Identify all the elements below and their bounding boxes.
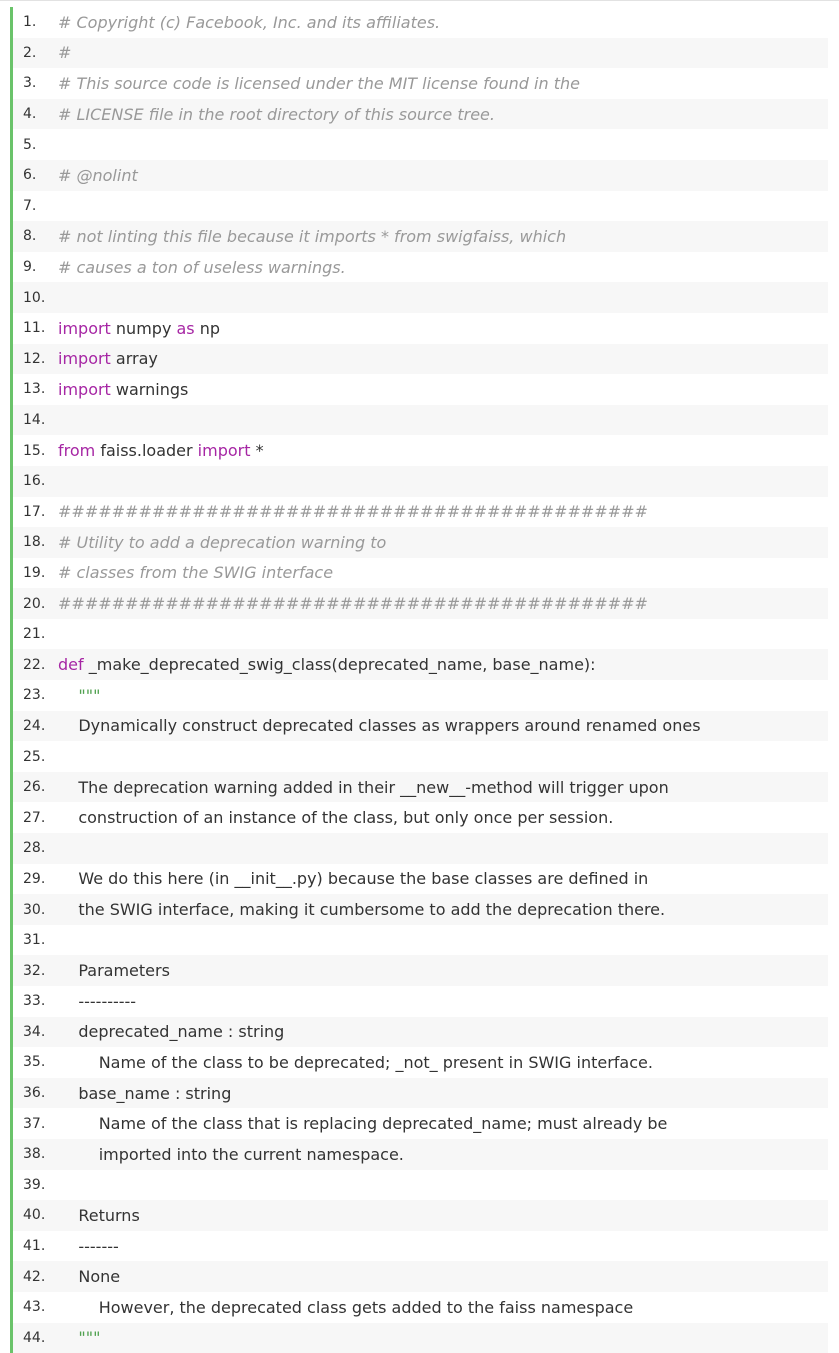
code-line [13,313,828,344]
line-content [58,319,828,338]
code-line [13,649,828,680]
string-token: """ [58,685,101,705]
code-token: Dynamically construct deprecated classes as wrappers around renamed ones [58,716,701,736]
line-content [58,808,828,827]
code-token: The deprecation warning added in their __new__-method will trigger upon [58,777,669,797]
comment-token: ############################################ [58,594,648,614]
line-content [58,1084,828,1103]
code-line [13,405,828,436]
line-content [58,533,828,552]
line-number: 17. [23,503,46,520]
line-number: 33. [23,993,46,1010]
line-content [58,1298,828,1317]
code-line [13,680,828,711]
code-token: We do this here (in __init__.py) because the base classes are defined in [58,869,649,889]
line-number: 40. [23,1207,46,1224]
code-token: Returns [58,1205,140,1225]
comment-token: ############################################ [58,502,648,522]
code-token: deprecated_name : string [58,1022,285,1042]
code-line [13,1108,828,1139]
comment-token: # not linting this file because it imports * from swigfaiss, which [58,226,567,246]
line-content [58,563,828,582]
line-number: 29. [23,870,46,887]
keyword-token: from [58,441,96,461]
line-number: 28. [23,840,46,857]
code-line [13,986,828,1017]
code-line [13,1139,828,1170]
comment-token: # Copyright (c) Facebook, Inc. and its affiliates. [58,12,441,32]
line-content [58,1145,828,1164]
comment-token: # This source code is licensed under the MIT license found in the [58,73,580,93]
line-content [58,1237,828,1256]
code-line [13,1200,828,1231]
keyword-token: import [58,349,111,369]
code-line [13,497,828,528]
code-token: ---------- [58,991,137,1011]
line-number: 11. [23,320,46,337]
line-number: 24. [23,717,46,734]
line-content [58,13,828,32]
code-line [13,619,828,650]
code-token: imported into the current namespace. [58,1144,404,1164]
code-line [13,466,828,497]
code-line [13,802,828,833]
code-token: ------- [58,1236,119,1256]
line-number: 25. [23,748,46,765]
line-content [58,502,828,521]
keyword-token: import [197,441,251,461]
line-number: 2. [23,44,37,61]
line-content [58,778,828,797]
line-number: 27. [23,809,46,826]
comment-token: # Utility to add a deprecation warning to [58,532,387,552]
code-line [13,1078,828,1109]
code-line [13,833,828,864]
line-number: 34. [23,1023,46,1040]
line-content [58,961,828,980]
line-number: 32. [23,962,46,979]
line-content [58,227,828,246]
code-line [13,741,828,772]
string-token: """ [58,1328,101,1348]
line-content [58,349,828,368]
line-number: 12. [23,350,46,367]
line-number: 19. [23,564,46,581]
line-content [58,441,828,460]
code-line [13,374,828,405]
code-token: construction of an instance of the class, but only once per session. [58,808,614,828]
code-line [13,252,828,283]
code-line [13,1323,828,1353]
line-number: 35. [23,1054,46,1071]
code-line [13,160,828,191]
code-line [13,558,828,589]
line-number: 21. [23,626,46,643]
code-token: faiss.loader [95,441,198,461]
line-content [58,166,828,185]
code-line [13,527,828,558]
top-divider [0,0,839,1]
code-line [13,191,828,222]
code-line [13,68,828,99]
code-line [13,588,828,619]
comment-token: # classes from the SWIG interface [58,563,334,583]
line-number: 15. [23,442,46,459]
line-number: 16. [23,473,46,490]
line-number: 14. [23,412,46,429]
code-line [13,894,828,925]
line-number: 41. [23,1238,46,1255]
line-number: 18. [23,534,46,551]
line-number: 1. [23,14,37,31]
code-token: base_name : string [58,1083,232,1103]
line-number: 23. [23,687,46,704]
code-token: array [110,349,158,369]
line-number: 38. [23,1146,46,1163]
line-number: 39. [23,1176,46,1193]
comment-token: # [58,43,72,63]
comment-token: # @nolint [58,165,138,185]
code-line [13,344,828,375]
line-content [58,1114,828,1133]
line-content [58,869,828,888]
line-content [58,1022,828,1041]
code-line [13,1292,828,1323]
code-line [13,772,828,803]
line-content [58,594,828,613]
code-line [13,1017,828,1048]
line-content [58,716,828,735]
line-number: 8. [23,228,37,245]
keyword-token: import [58,318,111,338]
line-content [58,105,828,124]
comment-token: # causes a ton of useless warnings. [58,257,346,277]
code-line [13,955,828,986]
line-number: 10. [23,289,46,306]
code-line [13,1231,828,1262]
line-content [58,43,828,62]
line-number: 6. [23,167,37,184]
line-content [58,380,828,399]
code-line [13,864,828,895]
line-content [58,1328,828,1347]
code-line [13,7,828,38]
code-line [13,925,828,956]
line-number: 37. [23,1115,46,1132]
line-number: 20. [23,595,46,612]
line-number: 4. [23,106,37,123]
code-block [10,7,828,1353]
line-content [58,1267,828,1286]
line-number: 22. [23,656,46,673]
code-token: * [250,441,264,461]
line-content [58,1206,828,1225]
code-token: Parameters [58,961,170,981]
code-token: None [58,1267,121,1287]
line-content [58,258,828,277]
code-token: warnings [110,379,189,399]
code-token: np [194,318,221,338]
keyword-token: as [176,318,195,338]
line-number: 36. [23,1085,46,1102]
code-line [13,221,828,252]
line-number: 26. [23,779,46,796]
code-token: _make_deprecated_swig_class(deprecated_name, base_name): [83,655,596,675]
line-content [58,74,828,93]
line-number: 43. [23,1299,46,1316]
line-number: 44. [23,1329,46,1346]
line-number: 31. [23,932,46,949]
code-line [13,282,828,313]
keyword-token: import [58,379,111,399]
code-token: numpy [110,318,177,338]
line-number: 7. [23,197,37,214]
line-number: 5. [23,136,37,153]
code-token: Name of the class that is replacing deprecated_name; must already be [58,1114,668,1134]
code-token: However, the deprecated class gets added to the faiss namespace [58,1297,634,1317]
code-line [13,99,828,130]
code-line [13,1170,828,1201]
line-content [58,686,828,705]
line-number: 3. [23,75,37,92]
line-content [58,1053,828,1072]
code-line [13,711,828,742]
line-number: 42. [23,1268,46,1285]
code-line [13,129,828,160]
line-content [58,992,828,1011]
code-line [13,38,828,69]
code-token: Name of the class to be deprecated; _not_ present in SWIG interface. [58,1052,653,1072]
code-line [13,435,828,466]
code-line [13,1261,828,1292]
line-number: 9. [23,259,37,276]
line-content [58,655,828,674]
keyword-token: def [58,655,84,675]
comment-token: # LICENSE file in the root directory of this source tree. [58,104,495,124]
line-content [58,900,828,919]
line-number: 30. [23,901,46,918]
code-token: the SWIG interface, making it cumbersome to add the deprecation there. [58,900,666,920]
line-number: 13. [23,381,46,398]
code-line [13,1047,828,1078]
